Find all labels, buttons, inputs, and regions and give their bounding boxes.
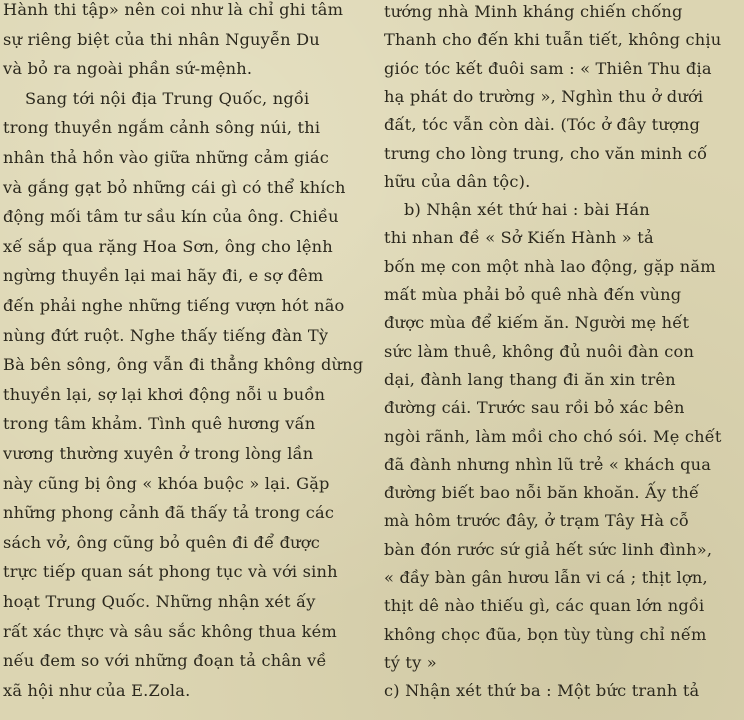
text-line: xế sắp qua rặng Hoa Sơn, ông cho lệnh [3, 236, 333, 256]
text-line: nếu đem so với những đoạn tả chân về [3, 651, 327, 671]
text-line: ngừng thuyền lại mai hãy đi, e sợ đêm [3, 266, 324, 286]
text-line: được mùa để kiếm ăn. Người mẹ hết [384, 313, 690, 333]
text-line: vương thường xuyên ở trong lòng lần [3, 444, 314, 463]
text-line: dại, đành lang thang đi ăn xin trên [384, 369, 676, 389]
text-line: sức làm thuê, không đủ nuôi đàn con [384, 341, 695, 361]
text-line: sự riêng biệt của thi nhân Nguyễn Du [3, 29, 320, 49]
text-line: bốn mẹ con một nhà lao động, gặp năm [384, 256, 716, 276]
text-line: Thanh cho đến khi tuẫn tiết, không chịu [384, 30, 722, 50]
text-line: ngòi rãnh, làm mồi cho chó sói. Mẹ chết [384, 426, 722, 446]
text-line: nhân thả hồn vào giữa những cảm giác [3, 148, 330, 167]
text-line: tý ty » [384, 652, 437, 672]
text-line: trực tiếp quan sát phong tục và với sinh [3, 562, 338, 582]
text-line: xã hội như của E.Zola. [3, 680, 191, 700]
text-line: gióc tóc kết đuôi sam : « Thiên Thu địa [384, 58, 712, 78]
text-line: đã đành nhưng nhìn lũ trẻ « khách qua [384, 454, 712, 474]
text-line: Sang tới nội địa Trung Quốc, ngồi [25, 88, 310, 108]
text-line: nùng đứt ruột. Nghe thấy tiếng đàn Tỳ [3, 325, 329, 345]
text-line: đường biết bao nỗi băn khoăn. Ấy thế [384, 483, 700, 503]
text-line: trong tâm khảm. Tình quê hương vấn [3, 414, 316, 434]
text-line: b) Nhận xét thứ hai : bài Hán [404, 200, 650, 220]
text-line: mất mùa phải bỏ quê nhà đến vùng [384, 285, 682, 304]
text-line: hữu của dân tộc). [384, 171, 531, 191]
text-line: Hành thi tập» nên coi như là chỉ ghi tâm [3, 0, 344, 19]
text-line: thuyền lại, sợ lại khơi động nỗi u buồn [3, 384, 326, 404]
text-line: mà hôm trước đây, ở trạm Tây Hà cỗ [384, 511, 689, 531]
text-line: Bà bên sông, ông vẫn đi thẳng không dừng [3, 355, 364, 375]
text-line: đến phải nghe những tiếng vượn hót não [3, 296, 345, 315]
text-line: « đầy bàn gân hươu lẫn vi cá ; thịt lợn, [384, 568, 708, 587]
text-line: không chọc đũa, bọn tùy tùng chỉ nếm [384, 624, 707, 644]
text-line: những phong cảnh đã thấy tả trong các [3, 503, 335, 523]
text-line: và gắng gạt bỏ những cái gì có thể khích [3, 177, 346, 197]
text-line: hoạt Trung Quốc. Những nhận xét ấy [3, 592, 316, 611]
text-line: thịt dê nào thiếu gì, các quan lớn ngồi [384, 596, 705, 616]
text-line: động mối tâm tư sầu kín của ông. Chiều [3, 207, 339, 227]
text-line: c) Nhận xét thứ ba : Một bức tranh tả [384, 681, 700, 701]
text-line: và bỏ ra ngoài phần sứ-mệnh. [3, 59, 253, 79]
text-line: đất, tóc vẫn còn dài. (Tóc ở đây tượng [384, 115, 701, 135]
text-line: trưng cho lòng trung, cho văn minh cố [384, 143, 708, 163]
text-line: sách vở, ông cũng bỏ quên đi để được [3, 532, 321, 552]
text-line: trong thuyền ngắm cảnh sông núi, thi [3, 118, 321, 138]
text-line: này cũng bị ông « khóa buộc » lại. Gặp [3, 473, 330, 493]
text-line: rất xác thực và sâu sắc không thua kém [3, 621, 337, 641]
text-line: tướng nhà Minh kháng chiến chống [384, 2, 683, 21]
text-line: bàn đón rước sứ giả hết sức linh đình», [384, 539, 713, 559]
text-line: thi nhan đề « Sở Kiến Hành » tả [384, 228, 654, 248]
text-line: đường cái. Trước sau rồi bỏ xác bên [384, 398, 685, 418]
text-line: hạ phát do trường », Nghìn thu ở dưới [384, 86, 704, 106]
